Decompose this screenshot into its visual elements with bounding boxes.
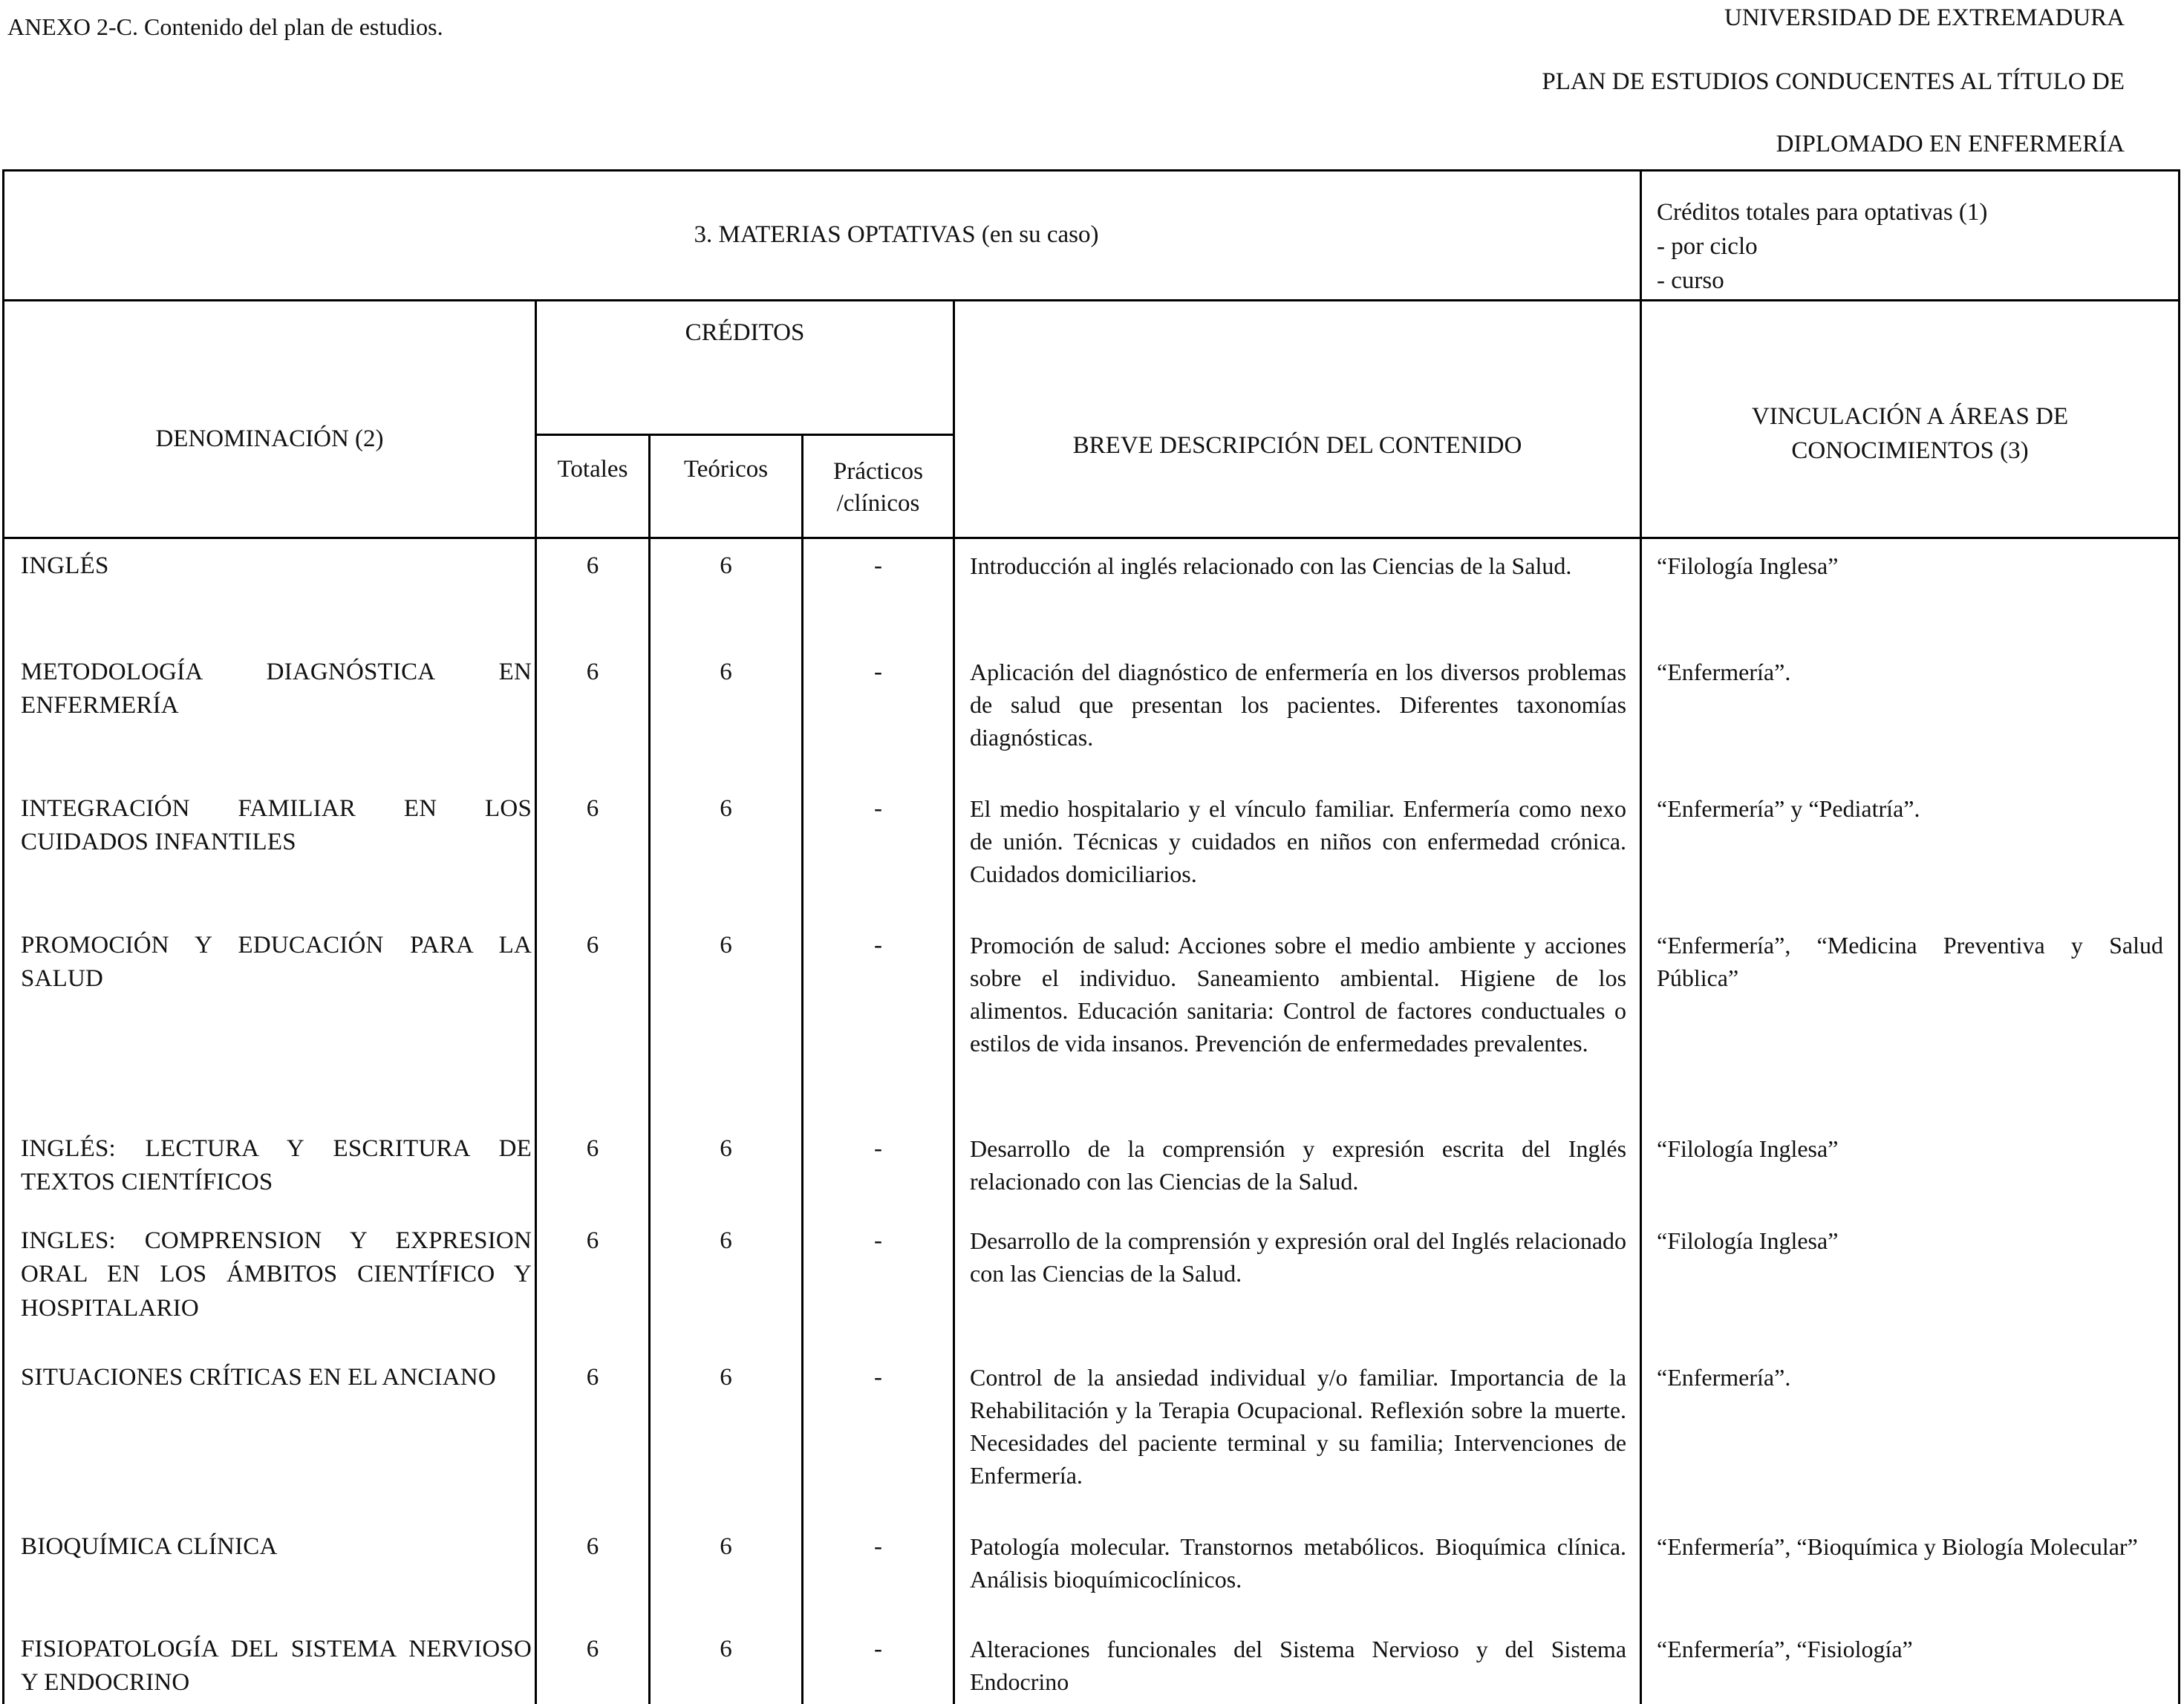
credits-theory: 6 xyxy=(650,1520,803,1622)
subject-name: INTEGRACIÓN FAMILIAR EN LOS CUIDADOS INFANTILES xyxy=(4,782,536,918)
content-description: Alteraciones funcionales del Sistema Nervioso y del Sistema Endocrino xyxy=(954,1622,1641,1704)
knowledge-area: “Enfermería”. xyxy=(1641,645,2180,782)
credits-theory: 6 xyxy=(650,645,803,782)
knowledge-area: “Enfermería” y “Pediatría”. xyxy=(1641,782,2180,918)
header-teoricos: Teóricos xyxy=(650,435,803,538)
total-credits-box xyxy=(1641,171,2180,301)
total-credits-line3: - curso xyxy=(1657,267,1724,295)
credits-theory: 6 xyxy=(650,918,803,1122)
knowledge-area: “Enfermería”, “Medicina Preventiva y Salud Pública” xyxy=(1641,918,2180,1122)
table-row xyxy=(4,538,2180,645)
credits-total: 6 xyxy=(536,1122,650,1214)
subject-name: SITUACIONES CRÍTICAS EN EL ANCIANO xyxy=(4,1351,536,1520)
credits-total: 6 xyxy=(536,782,650,918)
content-description: El medio hospitalario y el vínculo familiar. Enfermería como nexo de unión. Técnicas y cuidados en niños con enfermedad crónica. Cuidados domiciliarios. xyxy=(954,782,1641,918)
table-row xyxy=(4,782,2180,918)
credits-total: 6 xyxy=(536,1622,650,1704)
subject-name: METODOLOGÍA DIAGNÓSTICA EN ENFERMERÍA xyxy=(4,645,536,782)
content-description: Patología molecular. Transtornos metabólicos. Bioquímica clínica. Análisis bioquímicoclínicos. xyxy=(954,1520,1641,1622)
knowledge-area: “Enfermería”, “Fisiología” xyxy=(1641,1622,2180,1704)
credits-total: 6 xyxy=(536,1520,650,1622)
section-title-row xyxy=(4,171,2180,301)
credits-practice: - xyxy=(803,1214,954,1351)
knowledge-area: “Filología Inglesa” xyxy=(1641,1214,2180,1351)
credits-theory: 6 xyxy=(650,538,803,645)
total-credits-line1: Créditos totales para optativas (1) xyxy=(1657,198,1988,226)
knowledge-area: “Enfermería”. xyxy=(1641,1351,2180,1520)
content-description: Aplicación del diagnóstico de enfermería en los diversos problemas de salud que presentan los pacientes. Diferentes taxonomías diagnósticas. xyxy=(954,645,1641,782)
credits-practice: - xyxy=(803,538,954,645)
table-row xyxy=(4,918,2180,1122)
credits-theory: 6 xyxy=(650,1622,803,1704)
plan-title-line1: PLAN DE ESTUDIOS CONDUCENTES AL TÍTULO DE xyxy=(1542,68,2125,95)
subject-name: PROMOCIÓN Y EDUCACIÓN PARA LA SALUD xyxy=(4,918,536,1122)
header-vinculacion: VINCULACIÓN A ÁREAS DE CONOCIMIENTOS (3) xyxy=(1641,301,2180,538)
content-description: Desarrollo de la comprensión y expresión escrita del Inglés relacionado con las Ciencias de la Salud. xyxy=(954,1122,1641,1214)
credits-total: 6 xyxy=(536,538,650,645)
table-row xyxy=(4,645,2180,782)
table-row xyxy=(4,1351,2180,1520)
knowledge-area: “Enfermería”, “Bioquímica y Biología Molecular” xyxy=(1641,1520,2180,1622)
subject-name: INGLÉS: LECTURA Y ESCRITURA DE TEXTOS CIENTÍFICOS xyxy=(4,1122,536,1214)
table-row xyxy=(4,1122,2180,1214)
knowledge-area: “Filología Inglesa” xyxy=(1641,538,2180,645)
subject-name: FISIOPATOLOGÍA DEL SISTEMA NERVIOSO Y ENDOCRINO xyxy=(4,1622,536,1704)
annex-title: ANEXO 2-C. Contenido del plan de estudios. xyxy=(7,13,443,40)
credits-practice: - xyxy=(803,1520,954,1622)
subject-name: INGLÉS xyxy=(4,538,536,645)
subject-name: BIOQUÍMICA CLÍNICA xyxy=(4,1520,536,1622)
content-description: Promoción de salud: Acciones sobre el medio ambiente y acciones sobre el individuo. Saneamiento ambiental. Higiene de los alimentos. Educación sanitaria: Control de factores conductuales o estilos de vida insanos. Prevención de enfermedades prevalentes. xyxy=(954,918,1641,1122)
table-row xyxy=(4,1520,2180,1622)
credits-practice: - xyxy=(803,782,954,918)
header-creditos: CRÉDITOS xyxy=(536,301,954,435)
credits-practice: - xyxy=(803,1351,954,1520)
content-description: Introducción al inglés relacionado con las Ciencias de la Salud. xyxy=(954,538,1641,645)
section-title: 3. MATERIAS OPTATIVAS (en su caso) xyxy=(4,171,1641,301)
credits-total: 6 xyxy=(536,918,650,1122)
subject-name: INGLES: COMPRENSION Y EXPRESION ORAL EN LOS ÁMBITOS CIENTÍFICO Y HOSPITALARIO xyxy=(4,1214,536,1351)
credits-practice: - xyxy=(803,1122,954,1214)
university-name: UNIVERSIDAD DE EXTREMADURA xyxy=(1724,4,2125,31)
credits-theory: 6 xyxy=(650,1351,803,1520)
credits-total: 6 xyxy=(536,1351,650,1520)
header-descripcion: BREVE DESCRIPCIÓN DEL CONTENIDO xyxy=(954,301,1641,538)
header-practicos: Prácticos /clínicos xyxy=(803,435,954,538)
knowledge-area: “Filología Inglesa” xyxy=(1641,1122,2180,1214)
table-row xyxy=(4,1622,2180,1704)
column-header-row xyxy=(4,301,2180,435)
credits-total: 6 xyxy=(536,1214,650,1351)
credits-practice: - xyxy=(803,645,954,782)
plan-title-line2: DIPLOMADO EN ENFERMERÍA xyxy=(1776,131,2125,157)
content-description: Desarrollo de la comprensión y expresión oral del Inglés relacionado con las Ciencias de la Salud. xyxy=(954,1214,1641,1351)
credits-theory: 6 xyxy=(650,1214,803,1351)
credits-practice: - xyxy=(803,1622,954,1704)
credits-theory: 6 xyxy=(650,782,803,918)
table-row xyxy=(4,1214,2180,1351)
credits-theory: 6 xyxy=(650,1122,803,1214)
total-credits-line2: - por ciclo xyxy=(1657,232,1758,260)
credits-total: 6 xyxy=(536,645,650,782)
content-description: Control de la ansiedad individual y/o familiar. Importancia de la Rehabilitación y la Terapia Ocupacional. Reflexión sobre la muerte. Necesidades del paciente terminal y su familia; Intervenciones de Enfermería. xyxy=(954,1351,1641,1520)
header-totales: Totales xyxy=(536,435,650,538)
optional-subjects-table xyxy=(2,169,2180,1704)
credits-practice: - xyxy=(803,918,954,1122)
header-denominacion: DENOMINACIÓN (2) xyxy=(4,301,536,538)
